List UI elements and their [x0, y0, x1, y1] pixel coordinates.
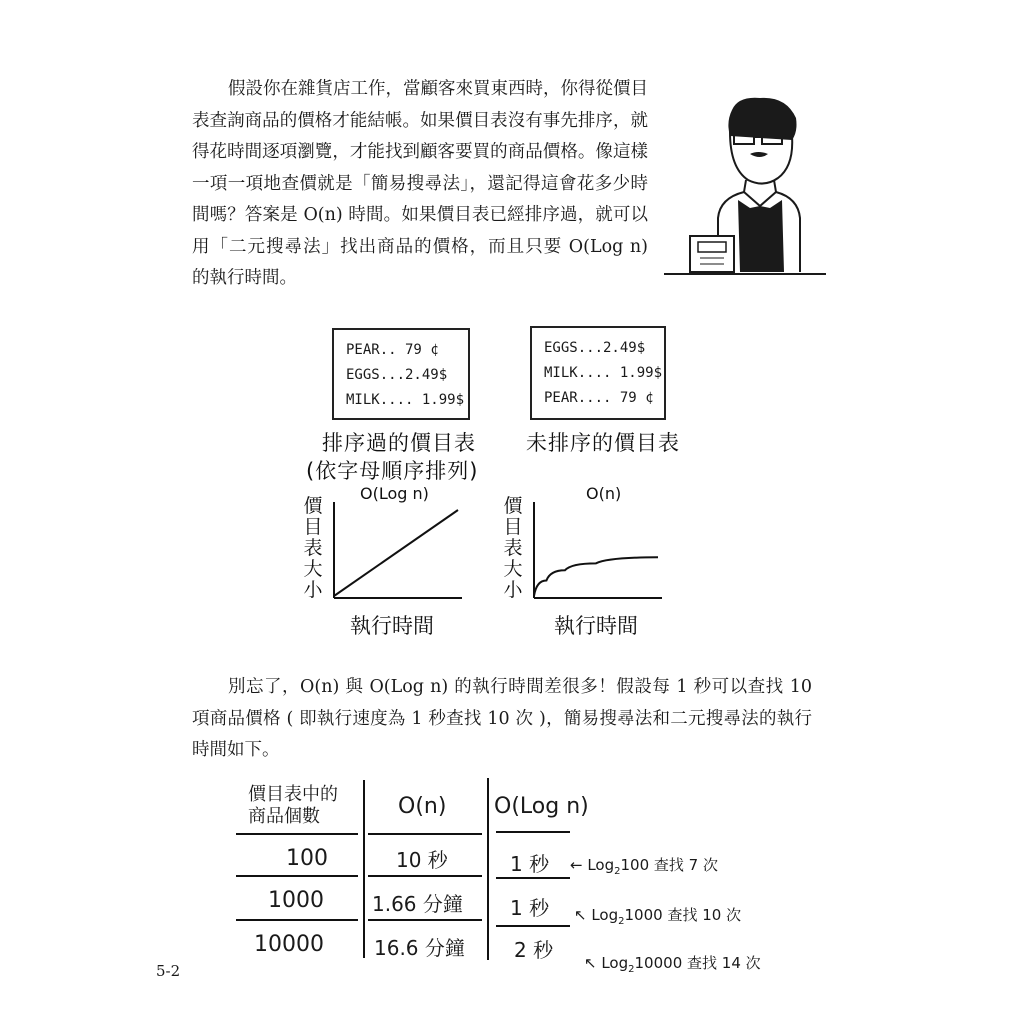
row2-on: 1.66 分鐘	[372, 892, 463, 916]
table-header-on: O(n)	[398, 794, 447, 819]
chart1-plot	[326, 500, 466, 604]
table-header-count-line1: 價目表中的	[248, 784, 338, 805]
row3-note-prefix: Log	[601, 954, 629, 972]
chart1-ylabel	[302, 496, 324, 601]
row3-count: 10000	[254, 932, 324, 957]
row3-note-sub: 2	[628, 964, 635, 975]
chart1-series-line	[334, 510, 458, 596]
table-header-count	[248, 784, 338, 828]
chart2-title: O(n)	[586, 484, 622, 503]
row1-count: 100	[286, 846, 328, 871]
chart2-ylabel-text: 價目表大小	[503, 495, 523, 601]
comparison-paragraph	[192, 672, 812, 767]
row2-count: 1000	[268, 888, 324, 913]
intro-paragraph	[192, 74, 648, 295]
page-number: 5-2	[156, 962, 181, 980]
chart1-ylabel-text: 價目表大小	[303, 495, 323, 601]
unsorted-board-line: PEAR.... 79 ¢	[544, 390, 654, 406]
row1-note	[570, 854, 718, 877]
unsorted-caption: 未排序的價目表	[526, 431, 680, 455]
chart2-ylabel	[502, 496, 524, 601]
up-left-arrow-icon: ↖	[574, 906, 592, 924]
row2-ologn: 1 秒	[510, 896, 550, 920]
up-left-arrow-icon: ↖	[584, 954, 602, 972]
comparison-text: 別忘了，O(n) 與 O(Log n) 的執行時間差很多！假設每 1 秒可以查找 10 項商品價格 ( 即執行速度為 1 秒查找 10 次 )，簡易搜尋法和二元搜尋法的執行時間如下。	[192, 677, 812, 760]
row1-ologn: 1 秒	[510, 852, 550, 876]
row1-note-rest: 100 查找 7 次	[620, 856, 718, 874]
unsorted-board-line: EGGS...2.49$	[544, 340, 646, 356]
sorted-price-board	[332, 328, 470, 420]
sorted-caption: 排序過的價目表	[322, 431, 476, 455]
row2-note-sub: 2	[618, 916, 625, 927]
chart2-series-line	[534, 557, 658, 596]
row1-on: 10 秒	[396, 848, 448, 872]
row1-note-prefix: Log	[587, 856, 615, 874]
row2-note-prefix: Log	[591, 906, 619, 924]
unsorted-price-board	[530, 326, 666, 420]
row3-ologn: 2 秒	[514, 938, 554, 962]
table-header-ologn: O(Log n)	[494, 794, 589, 819]
row3-note-rest: 10000 查找 14 次	[634, 954, 761, 972]
unsorted-board-line: MILK.... 1.99$	[544, 365, 663, 381]
sorted-board-line: MILK.... 1.99$	[346, 392, 465, 408]
left-arrow-icon: ←	[570, 856, 588, 874]
row1-note-sub: 2	[614, 866, 621, 877]
chart2-plot	[526, 500, 666, 604]
sorted-board-line: EGGS...2.49$	[346, 367, 448, 383]
chart1-title: O(Log n)	[360, 484, 429, 503]
row3-on: 16.6 分鐘	[374, 936, 465, 960]
chart1-xlabel: 執行時間	[350, 614, 434, 638]
row3-note	[584, 952, 761, 975]
sorted-board-line: PEAR.. 79 ¢	[346, 342, 439, 358]
row2-note-rest: 1000 查找 10 次	[624, 906, 742, 924]
row2-note	[574, 904, 741, 927]
table-header-count-line2: 商品個數	[248, 806, 320, 827]
sorted-caption-sub: (依字母順序排列)	[306, 459, 479, 483]
shopkeeper-illustration	[660, 88, 830, 278]
chart2-xlabel: 執行時間	[554, 614, 638, 638]
intro-text: 假設你在雜貨店工作，當顧客來買東西時，你得從價目表查詢商品的價格才能結帳。如果價目表沒有事先排序，就得花時間逐項瀏覽，才能找到顧客要買的商品價格。像這樣一項一項地查價就是「簡易搜尋法」，還記得這會花多少時間嗎？答案是 O(n) 時間。如果價目表已經排序過，就可以用「二元搜尋法」找出商品的價格，而且只要 O(Log n) 的執行時間。	[192, 79, 648, 288]
